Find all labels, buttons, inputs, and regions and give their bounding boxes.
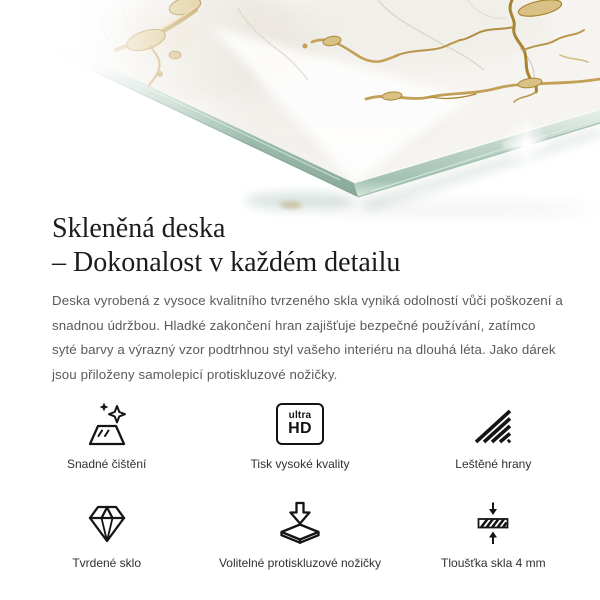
tempered-glass-diamond-icon	[83, 498, 131, 548]
page-title-line1: Skleněná deska	[52, 213, 226, 244]
glass-panel-photo	[0, 0, 600, 232]
feature-anti-slip-pads	[203, 498, 396, 571]
ultra-hd-badge-bottom: HD	[288, 420, 312, 437]
ultra-hd-badge-top: ultra	[288, 410, 312, 421]
feature-print-quality	[203, 399, 396, 472]
feature-label: Tisk vysoké kvality	[250, 457, 350, 471]
anti-slip-pads-icon	[276, 498, 324, 548]
ultra-hd-icon	[276, 399, 324, 449]
hero-product-image	[0, 0, 600, 232]
features-grid	[0, 399, 600, 571]
feature-polished-edges	[397, 399, 590, 472]
feature-label: Snadné čištění	[66, 457, 147, 471]
feature-label: Leštěné hrany	[455, 457, 532, 471]
feature-label: Tloušťka skla 4 mm	[441, 556, 546, 570]
page-title	[52, 212, 572, 280]
clean-sparkle-icon	[83, 399, 131, 449]
product-description: Deska vyrobená z vysoce kvalitního tvrzeného skla vyniká odolností vůči poškození a snadnou údržbou. Hladké zakončení hran zajišťuje bezpečné používání, zatímco syté barvy a výrazný vzor podtrhnou styl vašeho interiéru na dlouhá léta. Jako dárek jsou přiloženy samolepicí protiskluzové nožičky.	[52, 293, 563, 382]
feature-easy-cleaning	[10, 399, 203, 472]
feature-glass-thickness	[397, 498, 590, 571]
polished-edge-icon	[469, 399, 517, 449]
glass-thickness-icon	[469, 498, 517, 548]
page-title-line2: – Dokonalost v každém detailu	[52, 247, 401, 278]
feature-label: Tvrdené sklo	[72, 556, 142, 570]
feature-tempered-glass	[10, 498, 203, 571]
feature-label: Volitelné protiskluzové nožičky	[218, 556, 382, 570]
